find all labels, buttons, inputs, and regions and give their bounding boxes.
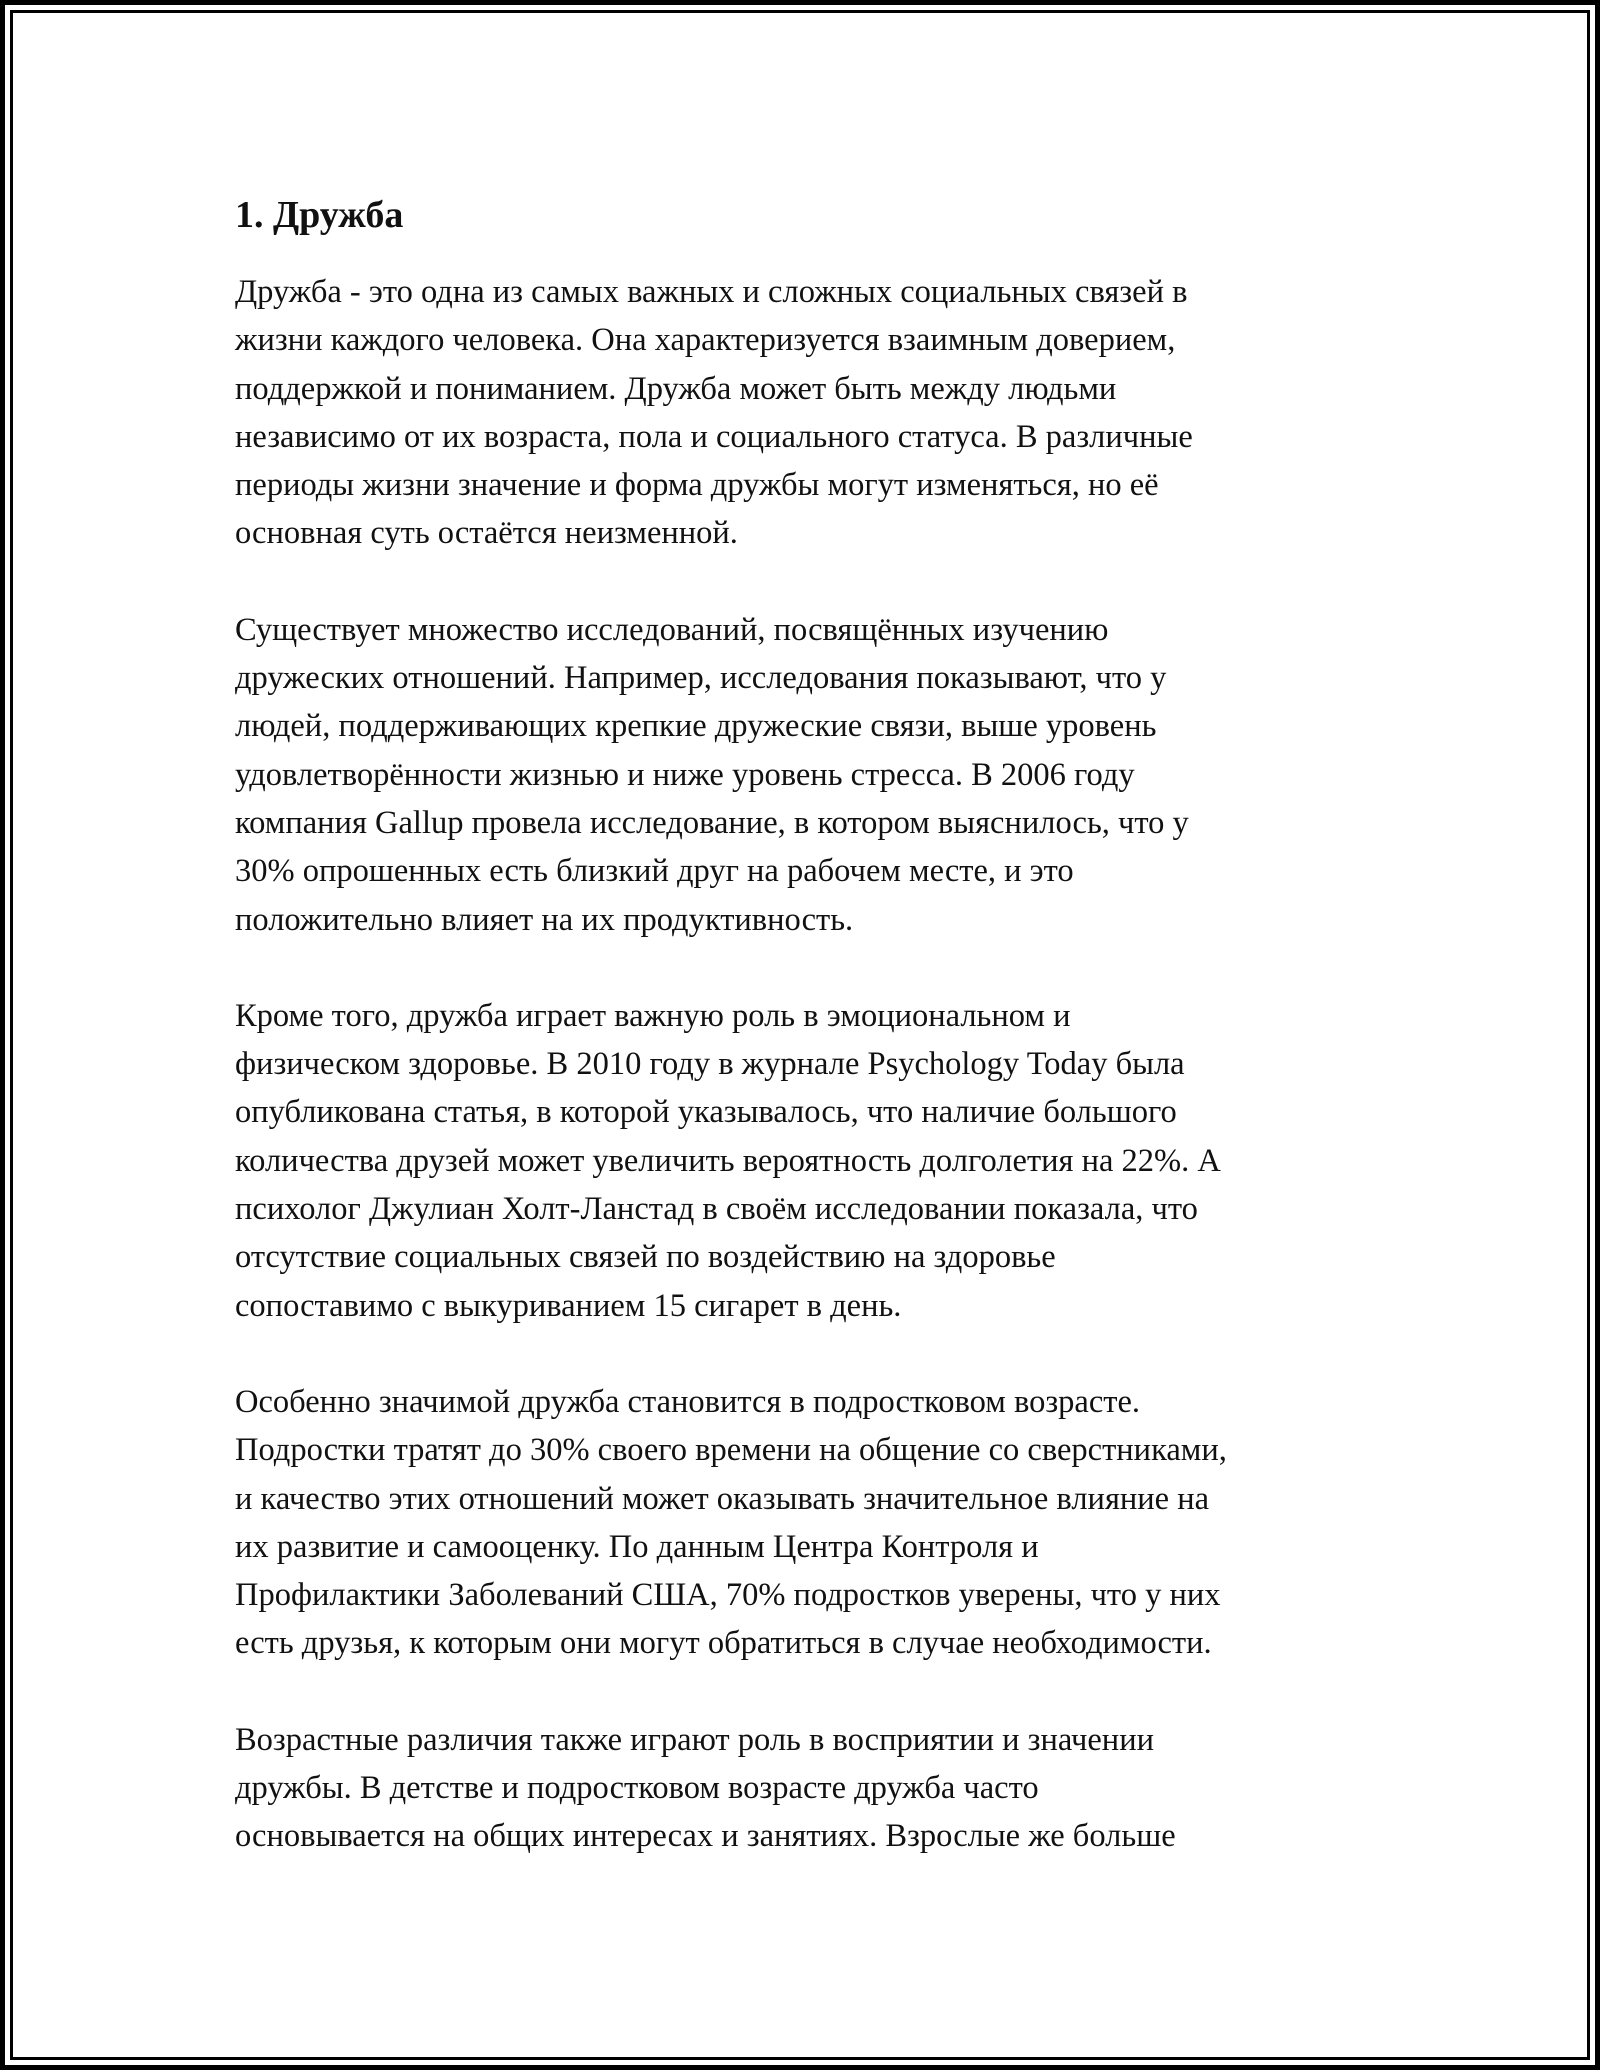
- text-line: основная суть остаётся неизменной.: [235, 515, 738, 552]
- text-line: Особенно значимой дружба становится в подростковом возрасте.: [235, 1383, 1141, 1420]
- text-line: физическом здоровье. В 2010 году в журнале Psychology Today была: [235, 1046, 1185, 1083]
- paragraph-2: [235, 606, 1385, 944]
- text-line: положительно влияет на их продуктивность.: [235, 901, 854, 938]
- text-line: и качество этих отношений может оказывать значительное влияние на: [235, 1480, 1210, 1517]
- text-line: их развитие и самооценку. По данным Центра Контроля и: [235, 1528, 1039, 1565]
- text-line: дружбы. В детстве и подростковом возрасте дружба часто: [235, 1770, 1039, 1807]
- text-line: Существует множество исследований, посвящённых изучению: [235, 611, 1109, 648]
- text-line: есть друзья, к которым они могут обратиться в случае необходимости.: [235, 1625, 1212, 1662]
- text-line: компания Gallup провела исследование, в котором выяснилось, что у: [235, 804, 1189, 841]
- text-line: Подростки тратят до 30% своего времени на общение со сверстниками,: [235, 1432, 1227, 1469]
- text-line: количества друзей может увеличить вероятность долголетия на 22%. А: [235, 1142, 1221, 1179]
- text-line: Профилактики Заболеваний США, 70% подростков уверены, что у них: [235, 1577, 1221, 1614]
- text-line: Дружба - это одна из самых важных и сложных социальных связей в: [235, 274, 1188, 310]
- text-line: людей, поддерживающих крепкие дружеские связи, выше уровень: [235, 708, 1157, 745]
- text-line: поддержкой и пониманием. Дружба может быть между людьми: [235, 370, 1117, 407]
- paragraph-4: [235, 1378, 1385, 1668]
- text-line: опубликована статья, в которой указывалось, что наличие большого: [235, 1094, 1177, 1131]
- text-line: отсутствие социальных связей по воздействию на здоровье: [235, 1239, 1056, 1276]
- paragraph-3: [235, 992, 1385, 1330]
- text-line: психолог Джулиан Холт-Ланстад в своём исследовании показала, что: [235, 1191, 1198, 1228]
- text-line: жизни каждого человека. Она характеризуется взаимным доверием,: [235, 322, 1176, 359]
- text-line: дружеских отношений. Например, исследования показывают, что у: [235, 660, 1167, 697]
- text-line: Кроме того, дружба играет важную роль в эмоциональном и: [235, 997, 1071, 1034]
- text-line: Возрастные различия также играют роль в восприятии и значении: [235, 1721, 1154, 1758]
- text-line: сопоставимо с выкуриванием 15 сигарет в день.: [235, 1287, 902, 1324]
- section-heading: 1. Дружба: [235, 194, 404, 236]
- document-page: [235, 190, 1385, 1909]
- text-line: 30% опрошенных есть близкий друг на рабочем месте, и это: [235, 853, 1074, 890]
- text-line: основывается на общих интересах и занятиях. Взрослые же больше: [235, 1818, 1176, 1855]
- paragraph-5: [235, 1716, 1385, 1861]
- text-line: периоды жизни значение и форма дружбы могут изменяться, но её: [235, 467, 1159, 504]
- paragraph-1: [235, 268, 1385, 558]
- text-line: независимо от их возраста, пола и социального статуса. В различные: [235, 418, 1193, 455]
- text-line: удовлетворённости жизнью и ниже уровень стресса. В 2006 году: [235, 756, 1135, 793]
